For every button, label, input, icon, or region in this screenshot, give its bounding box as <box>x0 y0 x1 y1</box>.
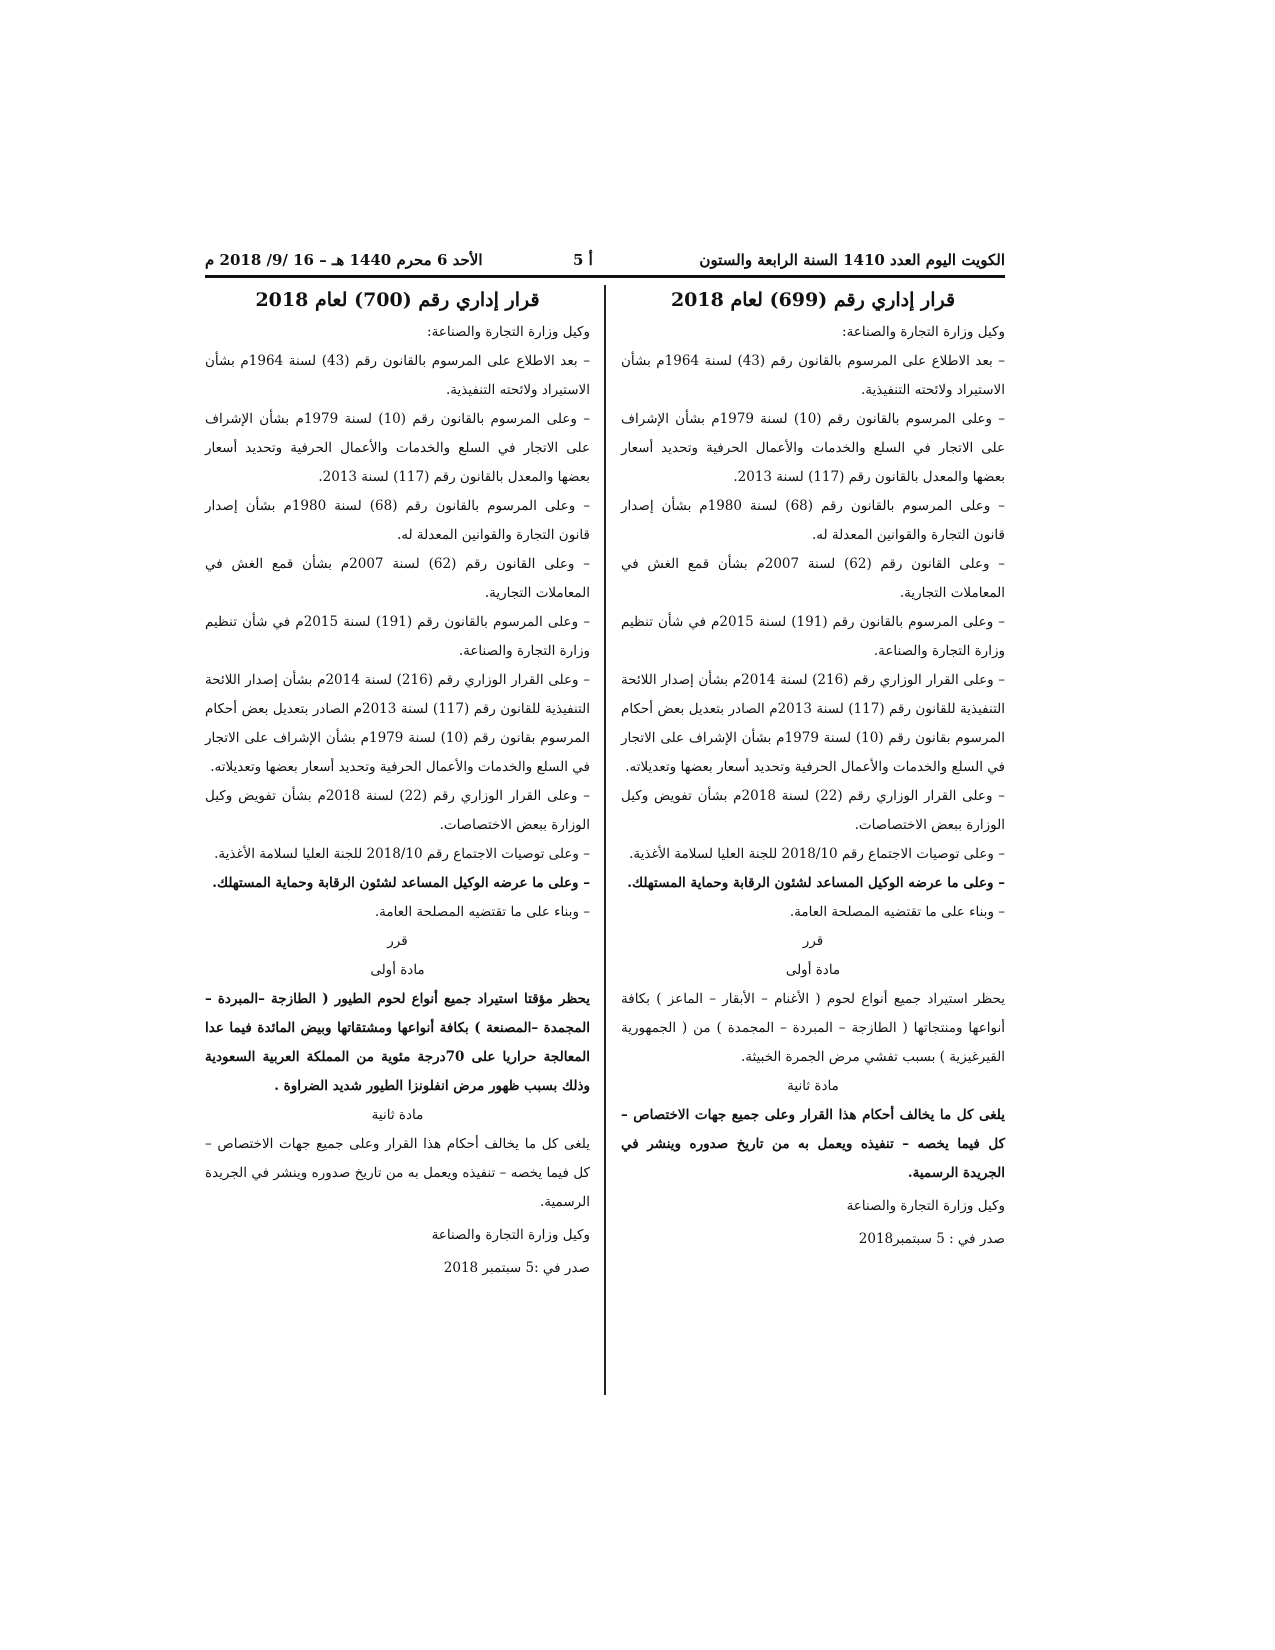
page-number: أ 5 <box>573 251 593 269</box>
clause: – وعلى القرار الوزاري رقم (216) لسنة 2014م بشأن إصدار اللائحة التنفيذية للقانون رقم (117) لسنة 2013م الصادر بتعديل بعض أحكام المرسوم بقانون رقم (10) لسنة 1979م بشأن الإشراف على الاتجار في السلع والخدمات والأعمال الحرفية وتحديد أسعار بعضها وتعديلاته. <box>621 672 1006 775</box>
clause: – بعد الاطلاع على المرسوم بالقانون رقم (43) لسنة 1964م بشأن الاستيراد ولائحته التنفيذية. <box>205 353 590 398</box>
clause: – بعد الاطلاع على المرسوم بالقانون رقم (43) لسنة 1964م بشأن الاستيراد ولائحته التنفيذية. <box>621 353 1005 398</box>
decided-label: قرر <box>387 933 408 949</box>
decision-title: قرار إداري رقم (700) لعام 2018 <box>255 289 540 311</box>
clause: – وعلى القانون رقم (62) لسنة 2007م بشأن قمع الغش في المعاملات التجارية. <box>621 556 1005 601</box>
clause: – وبناء على ما تقتضيه المصلحة العامة. <box>789 904 1005 920</box>
issuer-line: وكيل وزارة التجارة والصناعة: <box>842 324 1005 340</box>
article-2-heading: مادة ثانية <box>371 1107 424 1123</box>
article-1-heading: مادة أولى <box>370 962 425 978</box>
article-2-text: يلغى كل ما يخالف أحكام هذا القرار وعلى جميع جهات الاختصاص – كل فيما يخصه – تنفيذه ويعمل به من تاريخ صدوره وينشر في الجريدة الرسمية. <box>205 1136 590 1210</box>
publication-date: الأحد 6 محرم 1440 هـ – 16 /9/ 2018 م <box>205 251 483 269</box>
article-2-text: يلغى كل ما يخالف أحكام هذا القرار وعلى جميع جهات الاختصاص – كل فيما يخصه – تنفيذه ويعمل به من تاريخ صدوره وينشر في الجريدة الرسمية. <box>621 1107 1005 1181</box>
clause: – وعلى ما عرضه الوكيل المساعد لشئون الرقابة وحماية المستهلك. <box>212 875 590 891</box>
signature: وكيل وزارة التجارة والصناعة <box>846 1198 1005 1214</box>
clause: – وعلى القرار الوزاري رقم (22) لسنة 2018م بشأن تفويض وكيل الوزارة ببعض الاختصاصات. <box>205 788 590 833</box>
clause: – وعلى القرار الوزاري رقم (22) لسنة 2018م بشأن تفويض وكيل الوزارة ببعض الاختصاصات. <box>621 788 1005 833</box>
clause: – وعلى المرسوم بالقانون رقم (10) لسنة 1979م بشأن الإشراف على الاتجار في السلع والخدمات والأعمال الحرفية وتحديد أسعار بعضها والمعدل بالقانون رقم (117) لسنة 2013. <box>205 411 590 485</box>
clause: – وعلى القانون رقم (62) لسنة 2007م بشأن قمع الغش في المعاملات التجارية. <box>205 556 591 601</box>
clause: – وعلى توصيات الاجتماع رقم 2018/10 للجنة العليا لسلامة الأغذية. <box>629 846 1005 862</box>
gazette-issue-info: الكويت اليوم العدد 1410 السنة الرابعة والستون <box>699 251 1005 269</box>
decided-label: قرر <box>802 933 824 949</box>
clause: – وعلى المرسوم بالقانون رقم (68) لسنة 1980م بشأن إصدار قانون التجارة والقوانين المعدلة له. <box>621 498 1006 543</box>
issue-date: صدر في : 5 سبتمبر2018 <box>858 1231 1005 1247</box>
article-1-text: يحظر مؤقتا استيراد جميع أنواع لحوم الطيور ( الطازجة –المبردة – المجمدة –المصنعة ) بكافة أنواعها ومشتقاتها وبيض المائدة فيما عدا المعالجة حراريا على 70درجة مئوية من المملكة العربية السعودية وذلك بسبب ظهور مرض انفلونزا الطيور شديد الضراوة . <box>205 991 591 1094</box>
clause: – وعلى ما عرضه الوكيل المساعد لشئون الرقابة وحماية المستهلك. <box>627 875 1005 891</box>
clause: – وعلى المرسوم بالقانون رقم (191) لسنة 2015م في شأن تنظيم وزارة التجارة والصناعة. <box>205 614 590 659</box>
issuer-line: وكيل وزارة التجارة والصناعة: <box>427 324 590 340</box>
page-header <box>205 247 1005 275</box>
clause: – وعلى القرار الوزاري رقم (216) لسنة 2014م بشأن إصدار اللائحة التنفيذية للقانون رقم (117) لسنة 2013م الصادر بتعديل بعض أحكام المرسوم بقانون رقم (10) لسنة 1979م بشأن الإشراف على الاتجار في السلع والخدمات والأعمال الحرفية وتحديد أسعار بعضها وتعديلاته. <box>205 672 590 775</box>
issue-date: صدر في :5 سبتمبر 2018 <box>443 1260 590 1276</box>
clause: – وبناء على ما تقتضيه المصلحة العامة. <box>374 904 590 920</box>
decision-title: قرار إداري رقم (699) لعام 2018 <box>670 289 956 311</box>
article-1-heading: مادة أولى <box>785 962 841 978</box>
clause: – وعلى المرسوم بالقانون رقم (10) لسنة 1979م بشأن الإشراف على الاتجار في السلع والخدمات والأعمال الحرفية وتحديد أسعار بعضها والمعدل بالقانون رقم (117) لسنة 2013. <box>621 411 1005 485</box>
signature: وكيل وزارة التجارة والصناعة <box>431 1227 590 1243</box>
article-1-text: يحظر استيراد جميع أنواع لحوم ( الأغنام – الأبقار – الماعز ) بكافة أنواعها ومنتجاتها ( الطازجة – المبردة – المجمدة ) من ( الجمهورية القيرغيزية ) بسبب تفشي مرض الجمرة الخبيثة. <box>621 991 1005 1065</box>
decision-700 <box>205 284 590 1283</box>
clause: – وعلى توصيات الاجتماع رقم 2018/10 للجنة العليا لسلامة الأغذية. <box>214 846 590 862</box>
clause: – وعلى المرسوم بالقانون رقم (191) لسنة 2015م في شأن تنظيم وزارة التجارة والصناعة. <box>621 614 1005 659</box>
article-2-heading: مادة ثانية <box>787 1078 839 1094</box>
column-divider <box>604 285 606 1395</box>
header-rule <box>205 275 1005 278</box>
clause: – وعلى المرسوم بالقانون رقم (68) لسنة 1980م بشأن إصدار قانون التجارة والقوانين المعدلة له. <box>205 498 590 543</box>
decision-699 <box>621 284 1005 1254</box>
